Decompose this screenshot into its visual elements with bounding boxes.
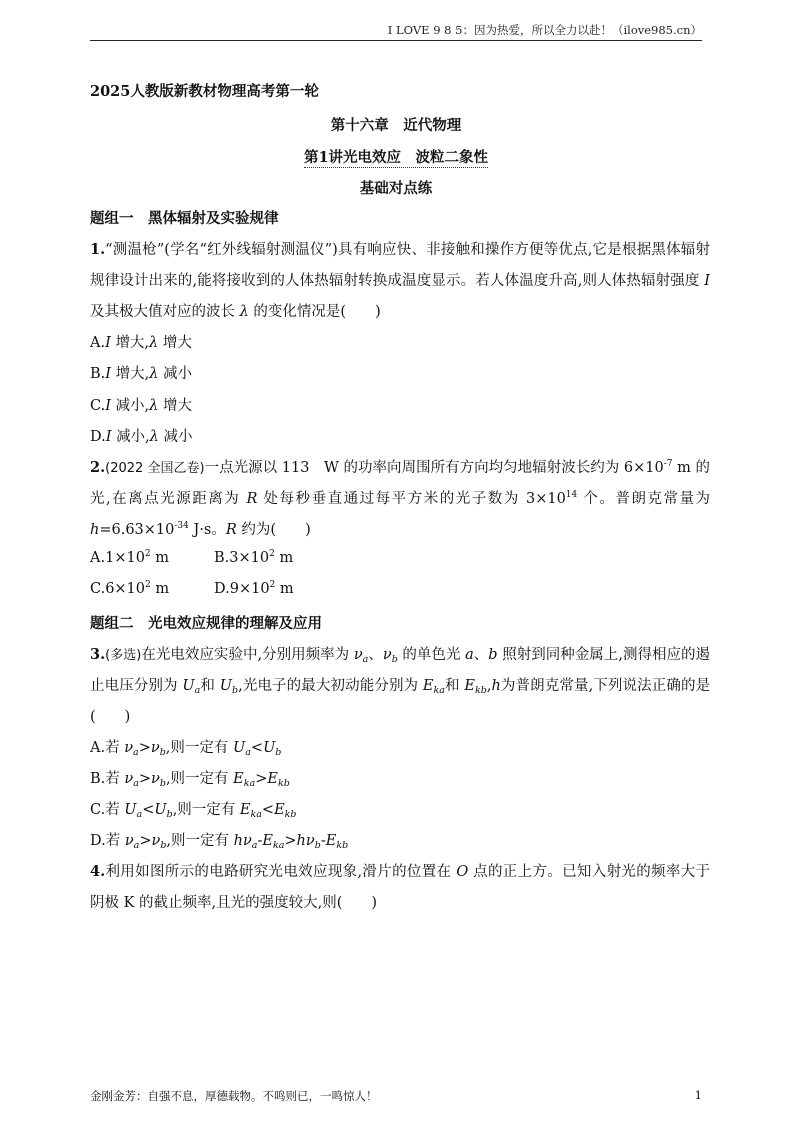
q3-text: 和 bbox=[200, 678, 216, 694]
option-var: U bbox=[233, 740, 246, 756]
option-subscript: b bbox=[275, 747, 282, 758]
q3-text: 在光电效应实验中,分别用频率为 bbox=[141, 647, 350, 663]
option-var: h bbox=[233, 833, 243, 849]
q2-text: 一点光源以 113 W 的功率向周围所有方向均匀地辐射波长约为 6×10 bbox=[204, 460, 664, 476]
group2-heading: 题组二 光电效应规律的理解及应用 bbox=[90, 615, 322, 632]
q3-text: 的单色光 bbox=[402, 647, 461, 663]
option-unit: m bbox=[155, 581, 170, 597]
page-header: I LOVE 9 8 5：因为热爱，所以全力以赴！（ilove985.cn） bbox=[387, 23, 702, 37]
q3-text: 照射到同种金属上,测得相应的遏止电压分别为 bbox=[90, 647, 711, 694]
q3-option-b bbox=[90, 767, 710, 788]
option-text: 增大, bbox=[115, 366, 150, 382]
option-letter: D. bbox=[90, 429, 106, 445]
option-op: - bbox=[320, 833, 326, 849]
option-var: ν bbox=[124, 833, 134, 849]
q2-option-a bbox=[90, 550, 214, 566]
lecture-title-text: 第1讲光电效应 波粒二象性 bbox=[303, 149, 489, 166]
option-letter: D. bbox=[214, 581, 230, 597]
option-letter: B. bbox=[90, 366, 106, 382]
q3-option-a bbox=[90, 736, 710, 757]
q2-text: J·s。 bbox=[193, 522, 226, 538]
q3-var-b: b bbox=[488, 647, 498, 663]
option-op: > bbox=[138, 740, 151, 756]
option-op: < bbox=[142, 802, 155, 818]
q3-subscript: a bbox=[194, 685, 201, 696]
q3-subscript: kb bbox=[475, 685, 487, 696]
q1-var-lambda: λ bbox=[239, 304, 249, 320]
option-var: ν bbox=[305, 833, 315, 849]
option-var: I bbox=[105, 366, 111, 382]
q2-text: m 的光,在离点光源距离为 bbox=[90, 460, 710, 507]
q2-option-d bbox=[214, 581, 294, 597]
option-var: U bbox=[263, 740, 276, 756]
option-subscript: b bbox=[159, 747, 166, 758]
option-letter: A. bbox=[90, 335, 106, 351]
q2-text: 约为( ) bbox=[241, 522, 311, 538]
option-text: 增大, bbox=[115, 335, 150, 351]
option-op: > bbox=[138, 771, 152, 787]
option-exponent: 2 bbox=[144, 549, 151, 559]
q2-var-h: h bbox=[90, 522, 100, 538]
option-letter: C. bbox=[90, 581, 106, 597]
page-number: 1 bbox=[694, 1088, 702, 1102]
option-var: ν bbox=[151, 833, 161, 849]
option-var: U bbox=[154, 802, 167, 818]
option-var: ν bbox=[151, 771, 160, 787]
option-letter: A. bbox=[90, 740, 106, 756]
group1-heading: 题组一 黑体辐射及实验规律 bbox=[90, 210, 279, 227]
option-subscript: a bbox=[245, 747, 251, 758]
q3-text: 、 bbox=[473, 647, 489, 663]
option-var: E bbox=[239, 802, 251, 818]
q2-var-R: R bbox=[225, 522, 237, 538]
q3-subscript: a bbox=[362, 654, 369, 665]
q3-var-nu: ν bbox=[353, 647, 363, 663]
q3-text: ,光电子的最大初动能分别为 bbox=[238, 678, 419, 694]
option-subscript: a bbox=[251, 840, 258, 851]
q2-exponent: -34 bbox=[174, 521, 189, 531]
option-text: 减小 bbox=[163, 429, 193, 445]
option-value: 9×10 bbox=[229, 581, 270, 597]
option-subscript: ka bbox=[243, 778, 256, 789]
q2-text: 个。普朗克常量为 bbox=[583, 491, 711, 507]
q3-subscript: ka bbox=[433, 685, 445, 696]
option-subscript: b bbox=[160, 840, 167, 851]
option-exponent: 2 bbox=[269, 549, 275, 559]
option-unit: m bbox=[279, 581, 294, 597]
q2-source: (2022 全国乙卷) bbox=[105, 461, 205, 476]
section-title: 基础对点练 bbox=[359, 180, 433, 197]
q2-options-row-2 bbox=[90, 581, 710, 597]
option-subscript: a bbox=[133, 778, 139, 789]
option-text: ,则一定有 bbox=[172, 802, 236, 818]
q3-var-a: a bbox=[465, 647, 474, 663]
q2-var-R: R bbox=[246, 491, 258, 507]
q1-option-d bbox=[90, 425, 710, 446]
chapter-title: 第十六章 近代物理 bbox=[330, 117, 462, 134]
header-rule bbox=[90, 40, 702, 41]
option-var: λ bbox=[149, 366, 159, 382]
option-var: E bbox=[325, 833, 337, 849]
q3-multi-tag: (多选) bbox=[105, 648, 142, 663]
q3-subscript: b bbox=[391, 654, 398, 665]
option-letter: D. bbox=[90, 833, 106, 849]
option-subscript: kb bbox=[336, 840, 349, 851]
option-subscript: a bbox=[133, 747, 139, 758]
option-op: < bbox=[250, 740, 264, 756]
question-1 bbox=[90, 234, 710, 328]
q1-number: 1. bbox=[90, 241, 106, 258]
option-op: > bbox=[139, 833, 152, 849]
option-text: 增大 bbox=[162, 398, 192, 414]
q2-number: 2. bbox=[90, 459, 106, 476]
option-var: E bbox=[262, 833, 273, 849]
option-subscript: kb bbox=[277, 778, 290, 789]
q2-option-c bbox=[90, 581, 214, 597]
option-value: 6×10 bbox=[105, 581, 146, 597]
option-letter: B. bbox=[90, 771, 106, 787]
option-text: 减小, bbox=[116, 429, 150, 445]
option-var: λ bbox=[149, 335, 159, 351]
question-4 bbox=[90, 856, 710, 919]
option-var: U bbox=[124, 802, 137, 818]
q3-number: 3. bbox=[90, 646, 106, 663]
option-unit: m bbox=[155, 550, 170, 566]
q2-options-row-1 bbox=[90, 550, 710, 566]
q3-var-U: U bbox=[219, 678, 233, 694]
footer-motto: 金刚金芳：自强不息，厚德载物。不鸣则已，一鸣惊人！ bbox=[90, 1089, 378, 1103]
option-text: ,则一定有 bbox=[165, 740, 229, 756]
option-var: h bbox=[296, 833, 306, 849]
option-var: E bbox=[267, 771, 278, 787]
q2-text: =6.63×10 bbox=[99, 522, 175, 538]
book-title: 2025人教版新教材物理高考第一轮 bbox=[90, 83, 319, 100]
q1-stem-a: “测温枪”(学名“红外线辐射测温仪”)具有响应快、非接触和操作方便等优点,它是根据黑体辐射规律设计出来的,能将接收到的人体热辐射转换成温度显示。若人体温度升高,则人体热辐射强度 bbox=[90, 242, 710, 289]
lecture-title bbox=[90, 146, 702, 167]
option-text: 若 bbox=[105, 771, 120, 787]
option-value: 3×10 bbox=[229, 550, 270, 566]
option-op: < bbox=[261, 802, 275, 818]
q3-option-c bbox=[90, 798, 710, 819]
q2-exponent: -7 bbox=[663, 459, 673, 469]
option-var: E bbox=[233, 771, 244, 787]
option-letter: B. bbox=[214, 550, 230, 566]
option-var: E bbox=[274, 802, 285, 818]
q3-var-U: U bbox=[182, 678, 195, 694]
option-subscript: kb bbox=[284, 809, 297, 820]
option-var: λ bbox=[149, 398, 159, 414]
q3-var-nu: ν bbox=[382, 647, 392, 663]
q3-var-E: E bbox=[464, 678, 475, 694]
q3-text: 为普朗克常量,下列说法正确的是( ) bbox=[90, 678, 711, 725]
option-var: ν bbox=[242, 833, 252, 849]
question-2 bbox=[90, 452, 710, 546]
q3-var-h: h bbox=[491, 678, 501, 694]
option-text: 若 bbox=[105, 802, 120, 818]
option-subscript: a bbox=[133, 840, 140, 851]
option-op: > bbox=[284, 833, 297, 849]
q1-var-I: I bbox=[704, 273, 711, 289]
option-text: 若 bbox=[105, 740, 120, 756]
option-subscript: a bbox=[136, 809, 143, 820]
option-text: ,则一定有 bbox=[166, 833, 230, 849]
option-subscript: b bbox=[166, 809, 173, 820]
option-var: λ bbox=[149, 429, 159, 445]
q3-var-E: E bbox=[422, 678, 434, 694]
option-var: ν bbox=[150, 740, 160, 756]
q4-text: 利用如图所示的电路研究光电效应现象,滑片的位置在 bbox=[105, 864, 452, 880]
option-op: > bbox=[255, 771, 268, 787]
option-value: 1×10 bbox=[105, 550, 145, 566]
option-subscript: ka bbox=[250, 809, 262, 820]
option-subscript: b bbox=[314, 840, 321, 851]
q4-var-O: O bbox=[456, 864, 469, 880]
option-var: ν bbox=[124, 740, 134, 756]
q3-text: 、 bbox=[368, 647, 383, 663]
option-exponent: 2 bbox=[269, 580, 276, 590]
q2-text: 处每秒垂直通过每平方米的光子数为 3×10 bbox=[263, 491, 566, 507]
q1-stem-b: 及其极大值对应的波长 bbox=[90, 304, 235, 320]
option-text: 若 bbox=[105, 833, 121, 849]
q4-number: 4. bbox=[90, 863, 106, 880]
q1-option-a bbox=[90, 331, 710, 352]
option-var: I bbox=[105, 429, 112, 445]
q3-text: , bbox=[486, 678, 492, 694]
q3-subscript: b bbox=[232, 685, 239, 696]
option-text: ,则一定有 bbox=[165, 771, 229, 787]
option-var: I bbox=[105, 398, 111, 414]
page-footer bbox=[90, 1088, 702, 1104]
option-text: 增大 bbox=[162, 335, 192, 351]
q2-exponent: 14 bbox=[565, 490, 578, 500]
q1-option-c bbox=[90, 394, 710, 415]
q1-stem-c: 的变化情况是( ) bbox=[253, 304, 381, 320]
q3-text: 和 bbox=[444, 678, 460, 694]
option-unit: m bbox=[279, 550, 294, 566]
q2-option-b bbox=[214, 550, 293, 566]
option-var: ν bbox=[124, 771, 134, 787]
option-exponent: 2 bbox=[145, 580, 151, 590]
option-text: 减小, bbox=[115, 398, 150, 414]
option-var: I bbox=[105, 335, 111, 351]
q3-option-d bbox=[90, 829, 710, 850]
option-letter: A. bbox=[90, 550, 106, 566]
option-text: 减小 bbox=[163, 366, 193, 382]
q4-text: 点的正上方。已知入射光的频率大于阴极 K 的截止频率,且光的强度较大,则( ) bbox=[90, 864, 711, 911]
option-subscript: ka bbox=[272, 840, 285, 851]
q1-option-b bbox=[90, 362, 710, 383]
option-letter: C. bbox=[90, 398, 106, 414]
option-op: - bbox=[257, 833, 263, 849]
question-3 bbox=[90, 639, 710, 733]
option-subscript: b bbox=[159, 778, 166, 789]
option-letter: C. bbox=[90, 802, 106, 818]
